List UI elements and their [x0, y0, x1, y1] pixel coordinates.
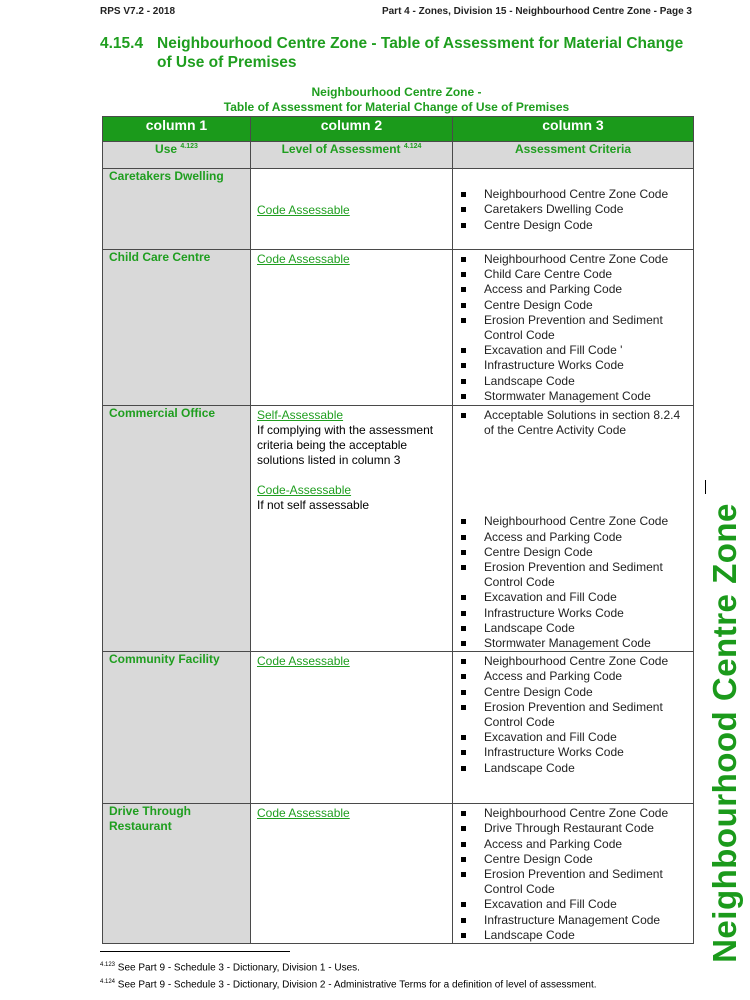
level-footnote-ref: 4.124	[403, 143, 422, 150]
criteria-item: Access and Parking Code	[459, 837, 689, 852]
level-header	[251, 142, 453, 169]
criteria-item: Access and Parking Code	[459, 530, 689, 545]
use-cell: Community Facility	[103, 652, 251, 804]
criteria-item: Stormwater Management Code	[459, 636, 689, 651]
criteria-list	[459, 806, 689, 943]
criteria-item: Neighbourhood Centre Zone Code	[459, 654, 689, 669]
criteria-item: Access and Parking Code	[459, 669, 689, 684]
table-row	[103, 804, 694, 944]
criteria-list	[459, 252, 689, 404]
criteria-item: Excavation and Fill Code	[459, 897, 689, 912]
level-cell	[251, 804, 453, 944]
code-assessable-link[interactable]: Code-Assessable	[257, 483, 352, 497]
criteria-list	[459, 654, 689, 776]
use-header	[103, 142, 251, 169]
criteria-cell	[453, 169, 694, 250]
table-caption-line2: Table of Assessment for Material Change of Use of Premises	[223, 100, 570, 114]
page-header-right: Part 4 - Zones, Division 15 - Neighbourhood Centre Zone - Page 3	[381, 6, 692, 17]
criteria-item: Landscape Code	[459, 928, 689, 943]
footnote-divider	[100, 951, 290, 952]
criteria-item: Neighbourhood Centre Zone Code	[459, 187, 689, 202]
column-number-row	[103, 117, 694, 142]
criteria-item: Drive Through Restaurant Code	[459, 821, 689, 836]
table-row	[103, 250, 694, 406]
column-2-header: column 2	[251, 117, 453, 142]
criteria-item: Landscape Code	[459, 761, 689, 776]
footnote-text: See Part 9 - Schedule 3 - Dictionary, Division 2 - Administrative Terms for a definition of level of assessment.	[117, 979, 597, 991]
criteria-item: Acceptable Solutions in section 8.2.4 of the Centre Activity Code	[459, 408, 689, 438]
criteria-item: Infrastructure Works Code	[459, 606, 689, 621]
level-cell	[251, 406, 453, 652]
footnotes	[100, 958, 597, 993]
use-cell: Drive Through Restaurant	[103, 804, 251, 944]
criteria-item: Centre Design Code	[459, 852, 689, 867]
criteria-cell	[453, 406, 694, 652]
criteria-item: Infrastructure Management Code	[459, 913, 689, 928]
criteria-cell	[453, 804, 694, 944]
use-header-label: Use	[155, 142, 178, 156]
level-link[interactable]: Code Assessable	[257, 252, 350, 266]
side-zone-label	[702, 490, 748, 975]
criteria-item: Centre Design Code	[459, 545, 689, 560]
page-header-left: RPS V7.2 - 2018	[100, 6, 176, 17]
level-header-label: Level of Assessment	[281, 142, 401, 156]
criteria-item: Neighbourhood Centre Zone Code	[459, 514, 689, 529]
table-row	[103, 406, 694, 652]
criteria-list	[459, 187, 689, 233]
footnote-text: See Part 9 - Schedule 3 - Dictionary, Division 1 - Uses.	[117, 962, 360, 974]
criteria-item: Excavation and Fill Code	[459, 730, 689, 745]
use-cell: Commercial Office	[103, 406, 251, 652]
criteria-item: Child Care Centre Code	[459, 267, 689, 282]
self-assessable-note: If complying with the assessment criteria being the acceptable solutions listed in column 3	[257, 423, 434, 467]
criteria-cell	[453, 652, 694, 804]
level-link[interactable]: Code Assessable	[257, 202, 350, 217]
criteria-item: Infrastructure Works Code	[459, 745, 689, 760]
criteria-item: Erosion Prevention and Sediment Control Code	[459, 700, 689, 730]
footnote-number: 4.123	[100, 962, 116, 968]
criteria-item: Landscape Code	[459, 374, 689, 389]
criteria-item: Excavation and Fill Code '	[459, 343, 689, 358]
use-cell: Child Care Centre	[103, 250, 251, 406]
column-3-header: column 3	[453, 117, 694, 142]
assessment-table	[102, 116, 694, 944]
footnote-number: 4.124	[100, 979, 116, 986]
table-caption-line1: Neighbourhood Centre Zone -	[311, 85, 482, 99]
side-zone-label-text: Neighbourhood Centre Zone	[706, 502, 743, 963]
criteria-header: Assessment Criteria	[453, 142, 694, 169]
criteria-cell	[453, 250, 694, 406]
code-assessable-note: If not self assessable	[257, 498, 370, 512]
criteria-list	[459, 408, 689, 438]
criteria-item: Centre Design Code	[459, 218, 689, 233]
column-1-header: column 1	[103, 117, 251, 142]
use-footnote-ref: 4.123	[180, 143, 198, 150]
level-cell	[251, 169, 453, 250]
criteria-item: Excavation and Fill Code	[459, 590, 689, 605]
level-cell	[251, 250, 453, 406]
use-cell: Caretakers Dwelling	[103, 169, 251, 250]
table-row	[103, 652, 694, 804]
criteria-item: Neighbourhood Centre Zone Code	[459, 806, 689, 821]
criteria-item: Centre Design Code	[459, 685, 689, 700]
criteria-item: Erosion Prevention and Sediment Control Code	[459, 867, 689, 897]
criteria-item: Erosion Prevention and Sediment Control Code	[459, 313, 689, 343]
level-link[interactable]: Code Assessable	[257, 654, 350, 669]
criteria-item: Caretakers Dwelling Code	[459, 202, 689, 217]
criteria-item: Centre Design Code	[459, 298, 689, 313]
criteria-item: Landscape Code	[459, 621, 689, 636]
footnote	[100, 975, 597, 992]
column-title-row	[103, 142, 694, 169]
criteria-item: Access and Parking Code	[459, 282, 689, 297]
criteria-item: Erosion Prevention and Sediment Control Code	[459, 560, 689, 590]
level-cell	[251, 652, 453, 804]
section-number: 4.15.4	[100, 35, 144, 52]
self-assessable-link[interactable]: Self-Assessable	[257, 408, 344, 422]
section-title-line1: Neighbourhood Centre Zone - Table of Assessment for Material Change	[157, 35, 684, 52]
footnote	[100, 958, 597, 975]
table-caption	[100, 85, 693, 115]
criteria-item: Stormwater Management Code	[459, 389, 689, 404]
section-title	[100, 34, 700, 72]
level-link[interactable]: Code Assessable	[257, 806, 350, 821]
criteria-list	[459, 514, 689, 651]
criteria-item: Neighbourhood Centre Zone Code	[459, 252, 689, 267]
table-row	[103, 169, 694, 250]
criteria-item: Infrastructure Works Code	[459, 358, 689, 373]
section-title-line2: of Use of Premises	[157, 54, 297, 71]
